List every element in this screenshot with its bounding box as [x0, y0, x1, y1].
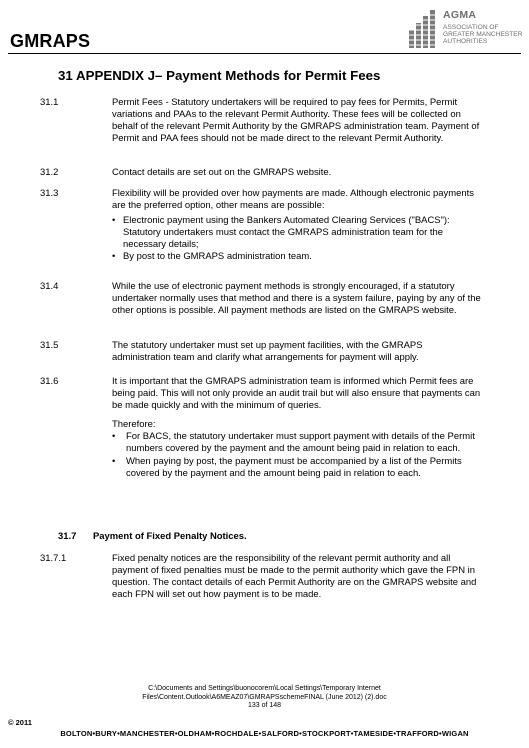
paragraph-number: 31.6 [40, 376, 59, 387]
member-towns-list: BOLTON•BURY•MANCHESTER•OLDHAM•ROCHDALE•SALFORD•STOCKPORT•TAMESIDE•TRAFFORD•WIGAN [60, 729, 469, 738]
paragraph-text: While the use of electronic payment methods is strongly encouraged, if a statutory undertaker normally uses that method and there is a system failure, paying by any of the other options is possible. All payment methods are listed on the GMRAPS website. [112, 281, 481, 317]
logo-line: AUTHORITIES [443, 38, 488, 45]
page-number: 133 of 148 [247, 702, 282, 710]
paragraph-number: 31.7.1 [40, 553, 67, 564]
list-item [112, 215, 482, 251]
bullet-list [112, 431, 482, 479]
paragraph-text: Permit Fees - Statutory undertakers will be required to pay fees for Permits, Permit variations and PAAs to the relevant Permit Authority. These fees will be collected on behalf of the relevant Permit Authority by the GMRAPS administration team. Payment of Permit and PAA fees should not be made direct to the relevant Permit Authority. [112, 97, 480, 145]
paragraph-text: It is important that the GMRAPS administration team is informed which Permit fees are being paid. This will not only provide an audit trail but will also ensure that payments can be made quickly and with the minimum of queries. [112, 376, 481, 412]
subsection-heading [58, 531, 247, 542]
footer-path-line: C:\Documents and Settings\buonocorem\Local Settings\Temporary Internet [148, 685, 381, 692]
logo-name: AGMA [443, 9, 477, 21]
agma-logo [407, 8, 525, 50]
paragraph-number: 31.4 [40, 281, 59, 292]
bullet-icon: • [112, 215, 116, 227]
agma-emblem-icon [407, 8, 441, 50]
paragraph-text: The statutory undertaker must set up payment facilities, with the GMRAPS administration team and clarify what arrangements for payment will apply. [112, 340, 423, 364]
footer-file-path [0, 685, 529, 711]
list-item-text: For BACS, the statutory undertaker must support payment with details of the Permit numbers covered by the payment and the amount being paid in relation to each. [126, 431, 475, 455]
subsection-number: 31.7 [58, 531, 77, 542]
paragraph-text: Therefore: [112, 419, 156, 431]
bullet-icon: • [112, 251, 116, 263]
list-item-text: When paying by post, the payment must be accompanied by a list of the Permits covered by the payment and the amount being paid in relation to each. [126, 455, 462, 479]
subsection-title: Payment of Fixed Penalty Notices. [93, 531, 247, 542]
paragraph-number: 31.1 [40, 97, 59, 108]
copyright-notice: © 2011 [8, 718, 32, 727]
paragraph-number: 31.5 [40, 340, 59, 351]
paragraph-text: Contact details are set out on the GMRAPS website. [112, 167, 332, 178]
bullet-icon: • [112, 455, 116, 467]
footer-path-line: Files\Content.Outlook\A6MEAZ07\GMRAPSschemeFINAL (June 2012) (2).doc [142, 693, 387, 701]
list-item-text: By post to the GMRAPS administration team. [123, 251, 312, 263]
document-header-title: GMRAPS [10, 31, 91, 51]
list-item [112, 251, 482, 263]
logo-line: ASSOCIATION OF [443, 24, 499, 31]
list-item-text: Electronic payment using the Bankers Automated Clearing Services ("BACS"): Statutory undertakers must contact the GMRAPS administration team for the necessary details; [123, 215, 450, 251]
paragraph-text: Fixed penalty notices are the responsibility of the relevant permit authority and all payment of fixed penalties must be made to the permit authority which gave the FPN in question. The contact details of each Permit Authority are on the GMRAPS website and each FPN will set out how payment is to be made. [112, 553, 477, 601]
section-heading: 31 APPENDIX J– Payment Methods for Permit Fees [58, 68, 381, 83]
list-item [112, 456, 482, 480]
logo-line: GREATER MANCHESTER [443, 31, 523, 38]
paragraph-number: 31.2 [40, 167, 59, 178]
list-item [112, 431, 482, 455]
paragraph-number: 31.3 [40, 188, 59, 199]
bullet-list [112, 215, 482, 263]
bullet-icon: • [112, 431, 116, 443]
paragraph-text: Flexibility will be provided over how payments are made. Although electronic payments are the preferred option, other means are possible: [112, 188, 474, 212]
header-divider [8, 53, 521, 54]
